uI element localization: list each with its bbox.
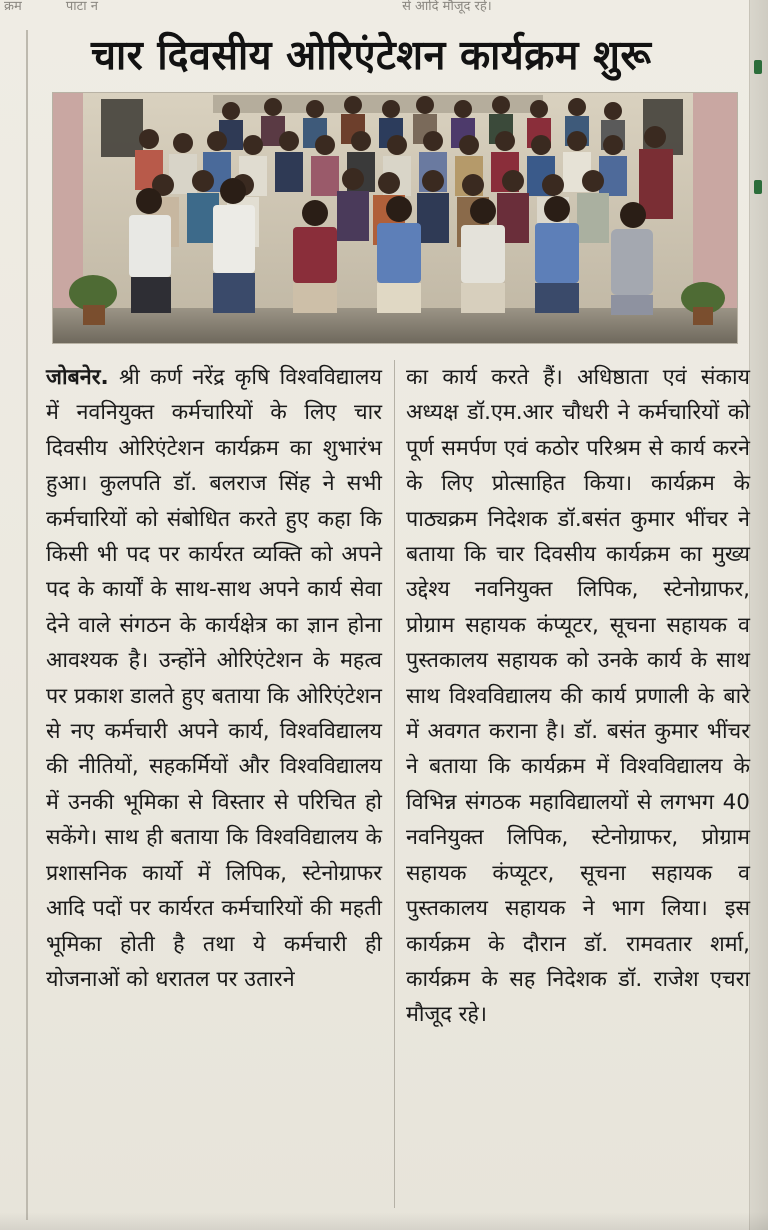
remnant-fragment-3: से आदि मौजूद रहे। — [402, 0, 492, 14]
right-column-text: का कार्य करते हैं। अधिष्ठाता एवं संकाय अध्यक्ष डॉ.एम.आर चौधरी ने कर्मचारियों को पूर्ण समर्पण एवं कठोर परिश्रम से कार्य करने के लिए प्रोत्साहित किया। कार्यक्रम के पाठ्यक्रम निदेशक डॉ.बसंत कुमार भींचर ने बताया कि चार दिवसीय कार्यक्रम का मुख्य उद्देश्य नवनियुक्त लिपिक, स्टेनोग्राफर, प्रोग्राम सहायक कंप्यूटर, सूचना सहायक व पुस्तकालय सहायक को उनके कार्य के साथ साथ विश्वविद्यालय की कार्य प्रणाली के बारे में अवगत कराना है। डॉ. बसंत कुमार भींचर ने बताया कि कार्यक्रम में विश्वविद्यालय के विभिन्न संगठक महाविद्यालयों से लगभग 40 नवनियुक्त लिपिक, स्टेनोग्राफर, प्रोग्राम सहायक कंप्यूटर, सूचना सहायक व पुस्तकालय सहायक ने भाग लिया। इस कार्यक्रम के दौरान डॉ. रामवतार शर्मा, कार्यक्रम के सह निदेशक डॉ. राजेश एचरा मौजूद रहे। — [406, 365, 750, 1028]
group-photo-illustration — [53, 93, 737, 343]
remnant-fragment-2: पाटा न — [65, 0, 98, 14]
left-column-paragraph — [46, 360, 382, 997]
left-column-rule — [26, 30, 28, 1220]
group-photo-image — [52, 92, 738, 344]
column-divider — [394, 360, 395, 1208]
left-column-text: श्री कर्ण नरेंद्र कृषि विश्वविद्यालय में नवनियुक्त कर्मचारियों के लिए चार दिवसीय ओरिएंटेशन कार्यक्रम का शुभारंभ हुआ। कुलपति डॉ. बलराज सिंह ने सभी कर्मचारियों को संबोधित करते हुए कहा कि किसी भी पद पर कार्यरत व्यक्ति को अपने पद के कार्यों के साथ-साथ अपने कार्य सेवा देने वाले संगठन के कार्यक्षेत्र का ज्ञान होना आवश्यक है। उन्होंने ओरिएंटेशन के महत्व पर प्रकाश डालते हुए बताया कि ओरिएंटेशन से नए कर्मचारी अपने कार्य, विश्वविद्यालय की नीतियों, सहकर्मियों और विश्वविद्यालय में उनकी भूमिका से विस्तार से परिचित हो सकेंगे। साथ ही बताया कि विश्वविद्यालय के प्रशासनिक कार्यो में लिपिक, स्टेनोग्राफर आदि पदों पर कार्यरत कर्मचारियों की महती भूमिका होती है तथा ये कर्मचारी ही योजनाओं को धरातल पर उतारने — [46, 365, 382, 992]
article-body-right-column — [406, 360, 750, 1212]
edge-mark — [754, 180, 762, 194]
page-bottom-shadow — [0, 1212, 768, 1230]
previous-article-remnant — [0, 0, 768, 16]
adjacent-page-edge — [749, 0, 768, 1230]
remnant-fragment-1: क्रम — [4, 0, 22, 14]
dateline: जोबनेर. — [46, 365, 109, 390]
edge-mark — [754, 60, 762, 74]
article-headline: चार दिवसीय ओरिएंटेशन कार्यक्रम शुरू — [90, 31, 652, 79]
article-body-left-column — [46, 360, 382, 1212]
